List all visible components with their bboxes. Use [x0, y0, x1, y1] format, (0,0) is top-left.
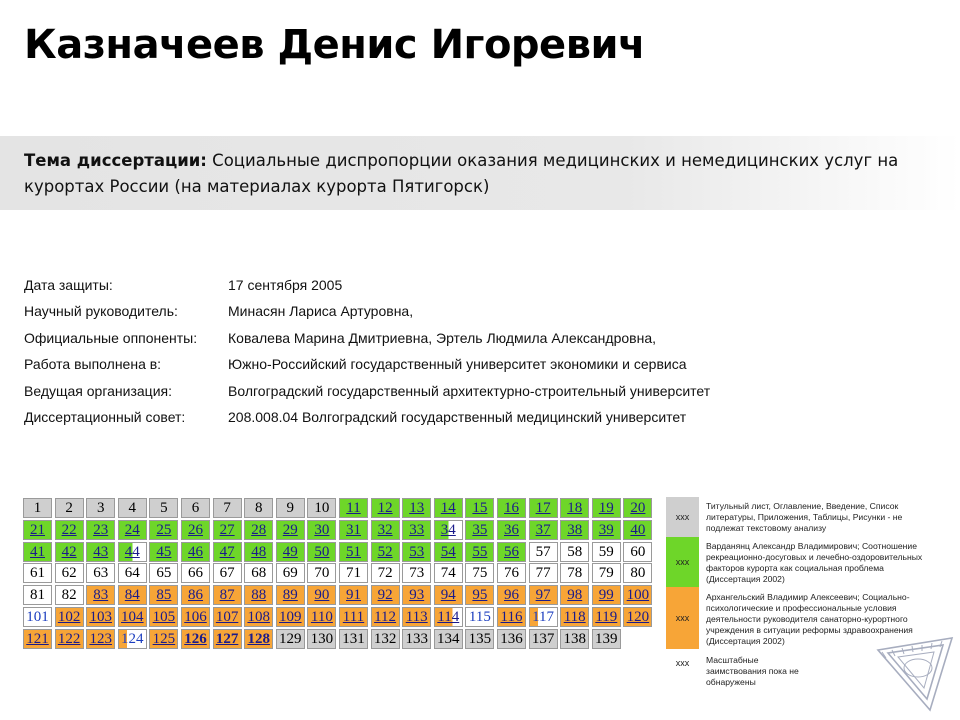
page-cell[interactable]: 43	[86, 542, 115, 562]
page-cell[interactable]: 18	[560, 498, 589, 518]
page-cell[interactable]: 83	[86, 585, 115, 605]
page-cell[interactable]: 110	[307, 607, 336, 627]
page-cell[interactable]: 6	[181, 498, 210, 518]
info-value: Ковалева Марина Дмитриевна, Эртель Людмила Александровна,	[228, 329, 656, 346]
page-cell[interactable]: 10	[307, 498, 336, 518]
page-cell[interactable]: 107	[213, 607, 242, 627]
page-cell[interactable]: 29	[276, 520, 305, 540]
page-cell[interactable]: 114	[434, 607, 463, 627]
info-value: 17 сентября 2005	[228, 277, 343, 293]
page-cell[interactable]: 31	[339, 520, 368, 540]
page-cell[interactable]: 61	[23, 563, 52, 583]
page-cell[interactable]: 86	[181, 585, 210, 605]
page-cell[interactable]: 119	[592, 607, 621, 627]
page-cell[interactable]: 53	[402, 542, 431, 562]
page-cell[interactable]: 54	[434, 542, 463, 562]
page-cell[interactable]: 92	[371, 585, 400, 605]
topic-text: Социальные диспропорции оказания медицинских и немедицинских услуг на курортах России (на материалах курорта Пятигорск)	[24, 151, 899, 196]
page-cell[interactable]: 28	[244, 520, 273, 540]
page-cell[interactable]: 35	[465, 520, 494, 540]
info-row-supervisor	[24, 302, 710, 328]
topic-label: Тема диссертации:	[24, 151, 207, 170]
page-cell[interactable]: 104	[118, 607, 147, 627]
page-cell[interactable]: 7	[213, 498, 242, 518]
page-cell[interactable]: 72	[371, 563, 400, 583]
legend-text: Варданянц Александр Владимирович; Соотношение рекреационно-досуговых и лечебно-оздоровительных факторов курорта как социальная проблема (Диссертация 2002)	[706, 541, 923, 584]
info-label: Научный руководитель:	[24, 303, 178, 320]
legend-text: Архангельский Владимир Алексеевич; Социально-психологические и профессиональные условия деятельности руководителя санаторно-курортного учреждения в ситуации реформы здравоохранения (Диссертация 2002)	[706, 592, 913, 646]
page-cell[interactable]: 128	[244, 629, 273, 649]
page-cell[interactable]: 30	[307, 520, 336, 540]
page-cell[interactable]: 23	[86, 520, 115, 540]
page-cell[interactable]: 42	[55, 542, 84, 562]
info-label: Работа выполнена в:	[24, 356, 162, 373]
page-cell[interactable]: 17	[529, 498, 558, 518]
page-cell[interactable]: 81	[23, 585, 52, 605]
page-cell[interactable]: 126	[181, 629, 210, 649]
page-cell[interactable]: 125	[149, 629, 178, 649]
page-cell[interactable]: 75	[465, 563, 494, 583]
page-cell[interactable]: 55	[465, 542, 494, 562]
legend-swatch-white	[666, 649, 699, 677]
page-cell[interactable]: 117	[529, 607, 558, 627]
page-cell[interactable]: 91	[339, 585, 368, 605]
page-cell[interactable]: 112	[371, 607, 400, 627]
page-cell[interactable]: 68	[244, 563, 273, 583]
legend-swatch-green	[666, 537, 699, 587]
info-value: 208.008.04 Волгоградский государственный медицинский университет	[228, 408, 687, 425]
page-cell[interactable]: 1	[23, 498, 52, 518]
page-cell[interactable]: 51	[339, 542, 368, 562]
page-cell[interactable]: 48	[244, 542, 273, 562]
page-cell[interactable]: 60	[623, 542, 652, 562]
legend-text: Титульный лист, Оглавление, Введение, Список литературы, Приложения, Таблицы, Рисунки - не подлежат текстовому анализу	[706, 501, 903, 533]
page-cell[interactable]: 24	[118, 520, 147, 540]
page-cell[interactable]: 70	[307, 563, 336, 583]
page-cell[interactable]: 129	[276, 629, 305, 649]
page-cell[interactable]: 14	[434, 498, 463, 518]
info-label: Ведущая организация:	[24, 382, 172, 399]
page-cell[interactable]: 76	[497, 563, 526, 583]
page-cell[interactable]: 19	[592, 498, 621, 518]
info-row-council	[24, 408, 710, 434]
page-cell[interactable]: 49	[276, 542, 305, 562]
page-cell[interactable]: 115	[465, 607, 494, 627]
person-name: Казначеев Денис Игоревич	[24, 22, 645, 68]
page-cell[interactable]: 52	[371, 542, 400, 562]
page-cell[interactable]: 134	[434, 629, 463, 649]
page-cell[interactable]: 121	[23, 629, 52, 649]
page-cell[interactable]: 27	[213, 520, 242, 540]
legend-mark: xxx	[675, 557, 690, 567]
page-cell[interactable]: 133	[402, 629, 431, 649]
page-cell[interactable]: 124	[118, 629, 147, 649]
page-cell[interactable]: 67	[213, 563, 242, 583]
page-cell[interactable]: 69	[276, 563, 305, 583]
page-cell[interactable]: 46	[181, 542, 210, 562]
page-cell[interactable]: 2	[55, 498, 84, 518]
page-cell[interactable]: 87	[213, 585, 242, 605]
page-cell[interactable]: 111	[339, 607, 368, 627]
page-cell[interactable]: 78	[560, 563, 589, 583]
page-cell[interactable]: 90	[307, 585, 336, 605]
page-cell[interactable]: 97	[529, 585, 558, 605]
page-cell[interactable]: 25	[149, 520, 178, 540]
page-cell[interactable]: 132	[371, 629, 400, 649]
info-row-leading-org	[24, 382, 710, 408]
info-label: Официальные оппоненты:	[24, 329, 198, 346]
legend-mark: xxx	[675, 658, 690, 668]
page-cell[interactable]: 80	[623, 563, 652, 583]
page-cell[interactable]: 135	[465, 629, 494, 649]
page-cell[interactable]: 85	[149, 585, 178, 605]
page-cell[interactable]: 44	[118, 542, 147, 562]
page-cell[interactable]: 47	[213, 542, 242, 562]
page-cell[interactable]: 139	[592, 629, 621, 649]
page-cell[interactable]: 138	[560, 629, 589, 649]
page-cell[interactable]: 113	[402, 607, 431, 627]
info-value: Волгоградский государственный архитектурно-строительный университет	[228, 382, 711, 399]
page-cell[interactable]: 33	[402, 520, 431, 540]
page-cell[interactable]: 120	[623, 607, 652, 627]
page-cell[interactable]: 79	[592, 563, 621, 583]
page-cell[interactable]: 32	[371, 520, 400, 540]
page-cell[interactable]: 3	[86, 498, 115, 518]
page-cell[interactable]: 94	[434, 585, 463, 605]
page-cell[interactable]: 15	[465, 498, 494, 518]
page-cell[interactable]: 101	[23, 607, 52, 627]
page-cell[interactable]: 105	[149, 607, 178, 627]
page-cell[interactable]: 22	[55, 520, 84, 540]
page-cell[interactable]: 74	[434, 563, 463, 583]
page-cell[interactable]: 8	[244, 498, 273, 518]
page-cell[interactable]: 106	[181, 607, 210, 627]
page-cell[interactable]: 58	[560, 542, 589, 562]
page-cell[interactable]: 122	[55, 629, 84, 649]
page-cell[interactable]: 59	[592, 542, 621, 562]
info-row-defense-date	[24, 276, 710, 302]
page-cell[interactable]: 64	[118, 563, 147, 583]
page-cell[interactable]: 73	[402, 563, 431, 583]
legend-mark: xxx	[675, 512, 690, 522]
page-cell[interactable]: 45	[149, 542, 178, 562]
info-label: Дата защиты:	[24, 277, 113, 293]
page-cell[interactable]: 71	[339, 563, 368, 583]
page-cell[interactable]: 57	[529, 542, 558, 562]
page-cell[interactable]: 5	[149, 498, 178, 518]
page-cell[interactable]: 137	[529, 629, 558, 649]
page-cell[interactable]: 88	[244, 585, 273, 605]
page-cell[interactable]: 109	[276, 607, 305, 627]
legend-mark: xxx	[675, 613, 690, 623]
page-cell[interactable]: 136	[497, 629, 526, 649]
page-cell[interactable]: 93	[402, 585, 431, 605]
page-cell[interactable]: 84	[118, 585, 147, 605]
info-value: Минасян Лариса Артуровна,	[228, 303, 414, 320]
page-cell[interactable]: 103	[86, 607, 115, 627]
page-cell[interactable]: 20	[623, 498, 652, 518]
page-cell[interactable]: 102	[55, 607, 84, 627]
page-cell[interactable]: 56	[497, 542, 526, 562]
stamp-icon	[872, 632, 958, 716]
page-cell[interactable]: 99	[592, 585, 621, 605]
page-cell[interactable]: 65	[149, 563, 178, 583]
dissertation-topic	[24, 148, 904, 200]
page-cell[interactable]: 130	[307, 629, 336, 649]
page-cell[interactable]: 11	[339, 498, 368, 518]
page-cell[interactable]: 34	[434, 520, 463, 540]
info-row-institution	[24, 355, 710, 381]
page-cell[interactable]: 62	[55, 563, 84, 583]
page-cell[interactable]: 82	[55, 585, 84, 605]
legend-swatch-gray	[666, 497, 699, 537]
page-cell[interactable]: 127	[213, 629, 242, 649]
page-cell[interactable]: 77	[529, 563, 558, 583]
page-cell[interactable]: 123	[86, 629, 115, 649]
page-cell[interactable]: 16	[497, 498, 526, 518]
page-cell[interactable]: 118	[560, 607, 589, 627]
page-cell[interactable]: 116	[497, 607, 526, 627]
dissertation-info	[24, 276, 710, 434]
legend-text: Масштабные заимствования пока не обнаружены	[706, 655, 799, 687]
page-cell[interactable]: 66	[181, 563, 210, 583]
info-value: Южно-Российский государственный университет экономики и сервиса	[228, 356, 687, 373]
page-cell[interactable]: 41	[23, 542, 52, 562]
page-cell[interactable]: 21	[23, 520, 52, 540]
page-cell[interactable]: 100	[623, 585, 652, 605]
info-label: Диссертационный совет:	[24, 408, 186, 425]
page-cell[interactable]: 40	[623, 520, 652, 540]
legend-swatch-orange	[666, 587, 699, 649]
page-cell[interactable]: 13	[402, 498, 431, 518]
page-cell[interactable]: 39	[592, 520, 621, 540]
page-cell[interactable]: 26	[181, 520, 210, 540]
page-cell[interactable]: 63	[86, 563, 115, 583]
page-cell[interactable]: 98	[560, 585, 589, 605]
page-cell[interactable]: 36	[497, 520, 526, 540]
page-cell[interactable]: 38	[560, 520, 589, 540]
page-cell[interactable]: 4	[118, 498, 147, 518]
page-cell[interactable]: 108	[244, 607, 273, 627]
page-cell[interactable]: 50	[307, 542, 336, 562]
page-cell[interactable]: 131	[339, 629, 368, 649]
page-cell[interactable]: 96	[497, 585, 526, 605]
page-cell[interactable]: 89	[276, 585, 305, 605]
page-cell[interactable]: 95	[465, 585, 494, 605]
page-cell[interactable]: 12	[371, 498, 400, 518]
page-cell[interactable]: 37	[529, 520, 558, 540]
page-cell[interactable]: 9	[276, 498, 305, 518]
info-row-opponents	[24, 329, 710, 355]
